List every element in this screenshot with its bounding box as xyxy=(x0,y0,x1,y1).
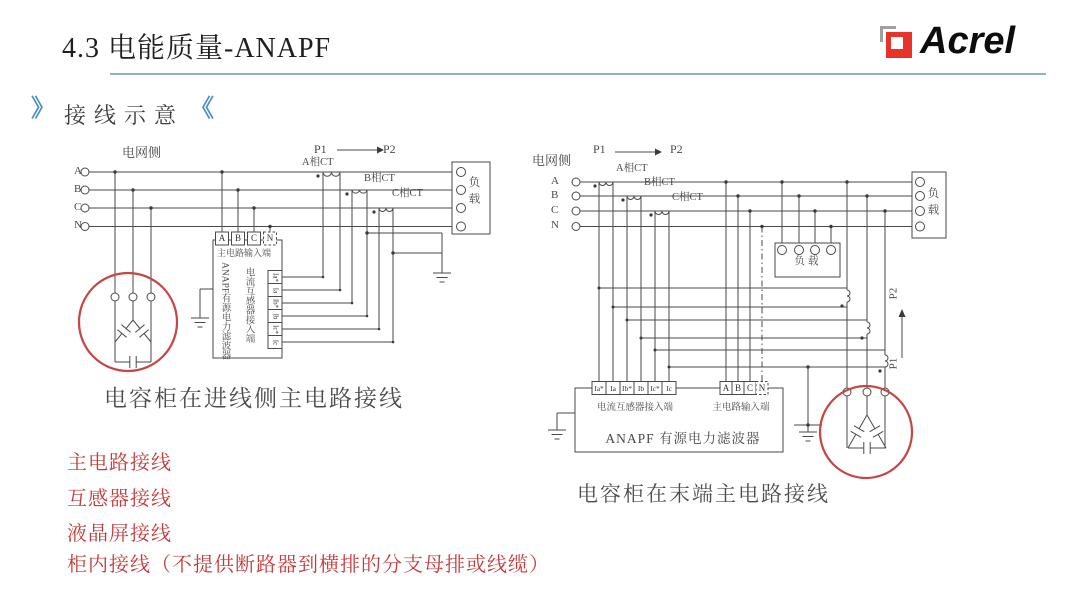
right-p1-vertical-label: P1 xyxy=(887,357,900,370)
right-ct-terminal-ia-star: Ia* xyxy=(594,383,604,393)
note-ct-wiring: 互感器接线 xyxy=(67,488,172,510)
right-ct-c-label: C相CT xyxy=(672,192,703,203)
acrel-logo-text: Acrel xyxy=(920,19,1016,62)
right-caption: 电容柜在末端主电路接线 xyxy=(577,482,830,506)
note-cabinet-wiring: 柜内接线（不提供断路器到横排的分支母排或线缆） xyxy=(67,554,550,576)
left-terminal-a: A xyxy=(218,233,226,243)
left-ct-terminal-ib: Ib xyxy=(271,313,280,319)
note-main-circuit: 主电路接线 xyxy=(67,452,172,474)
right-ct-terminal-ic-star: Ic* xyxy=(650,383,660,393)
left-ct-terminal-ic-star: Ic* xyxy=(271,324,280,334)
right-terminal-c: C xyxy=(746,382,753,393)
left-ct-b-label: B相CT xyxy=(364,173,395,184)
left-load-label: 负载 xyxy=(467,176,480,209)
note-lcd-wiring: 液晶屏接线 xyxy=(67,523,172,545)
right-ct-terminal-ib: Ib xyxy=(637,383,645,393)
right-phase-n: N xyxy=(551,219,559,231)
left-terminal-c: C xyxy=(250,233,257,243)
right-phase-a: A xyxy=(551,175,559,187)
left-phase-c: C xyxy=(74,201,82,213)
title-underline xyxy=(110,73,1046,75)
left-p1-label: P1 xyxy=(314,142,327,156)
section-title: 接线示意 xyxy=(64,103,185,128)
right-terminal-b: B xyxy=(734,382,741,393)
right-p2-vertical-label: P2 xyxy=(887,287,900,300)
left-terminal-b: B xyxy=(234,233,241,243)
right-branch-load-label: 负载 xyxy=(794,256,822,267)
left-phase-n: N xyxy=(74,219,82,231)
left-ct-terminal-ia: Ia xyxy=(271,287,280,293)
right-ct-terminal-ia: Ia xyxy=(610,383,616,393)
right-load-label: 负载 xyxy=(926,187,939,220)
left-ct-input-label: 电流互感器接入端 xyxy=(243,267,254,343)
right-main-input-label: 主电路输入端 xyxy=(712,403,770,413)
right-ct-terminal-ib-star: Ib* xyxy=(622,383,632,393)
acrel-logo xyxy=(872,18,1015,64)
right-phase-b: B xyxy=(551,189,559,201)
capacitor-highlight-circles xyxy=(79,273,912,478)
right-terminal-a: A xyxy=(722,382,730,393)
right-p1-label: P1 xyxy=(593,142,606,156)
right-p2-label: P2 xyxy=(670,142,683,156)
chevrons-right-icon: 》 xyxy=(31,96,55,122)
right-terminal-n: N xyxy=(758,382,766,393)
left-grid-side-label: 电网侧 xyxy=(122,145,162,160)
left-ct-terminal-ic: Ic xyxy=(271,339,280,345)
right-device-label: ANAPF 有源电力滤波器 xyxy=(605,431,761,446)
right-phase-c: C xyxy=(551,204,559,216)
left-phase-a: A xyxy=(74,165,82,177)
left-phase-b: B xyxy=(74,183,82,195)
left-ct-c-label: C相CT xyxy=(392,188,423,199)
left-ct-a-label: A相CT xyxy=(302,157,334,168)
left-terminal-n: N xyxy=(266,233,274,243)
left-ct-terminal-ib-star: Ib* xyxy=(271,298,280,308)
acrel-logo-icon xyxy=(872,18,918,64)
right-ct-a-label: A相CT xyxy=(616,163,648,174)
left-device-label: ANAPF有源电力滤波器 xyxy=(219,262,230,360)
right-ct-input-label: 电流互感器接入端 xyxy=(596,403,673,413)
page-title: 4.3 电能质量-ANAPF xyxy=(62,33,332,64)
left-caption: 电容柜在进线侧主电路接线 xyxy=(104,386,404,411)
right-ct-terminal-ic: Ic xyxy=(666,383,672,393)
chevrons-left-icon: 《 xyxy=(190,96,214,122)
left-main-input-label: 主电路输入端 xyxy=(216,248,271,258)
right-ct-b-label: B相CT xyxy=(644,177,675,188)
left-ct-terminal-ia-star: Ia* xyxy=(271,272,280,282)
right-grid-side-label: 电网侧 xyxy=(532,153,572,168)
left-p2-label: P2 xyxy=(383,142,396,156)
